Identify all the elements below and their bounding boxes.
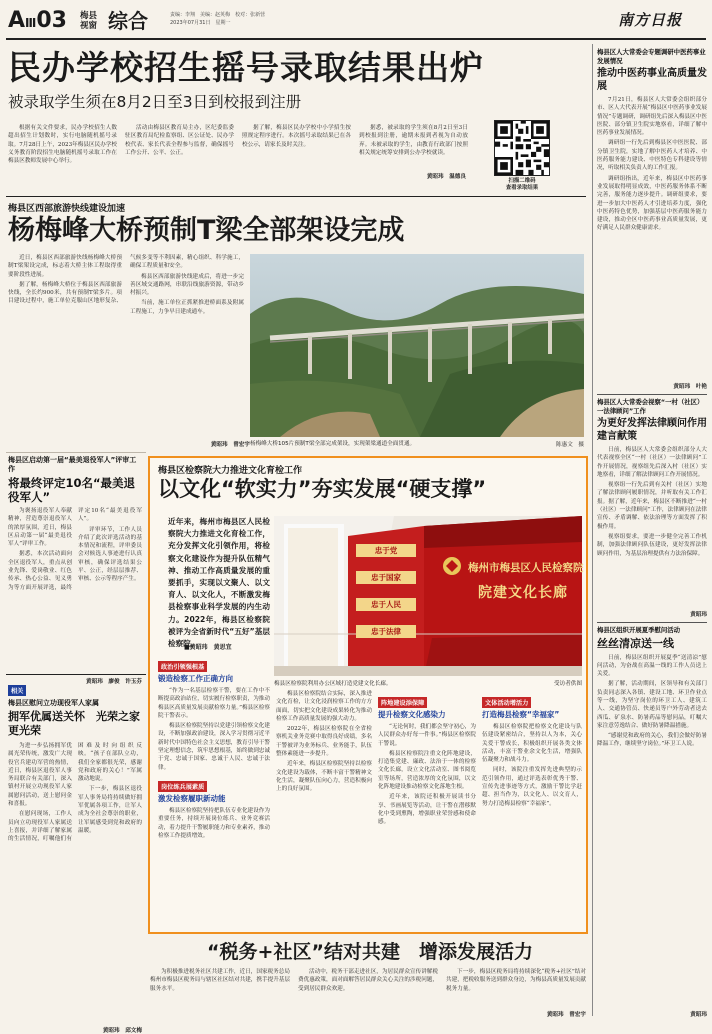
feature-photo-caption: 梅县区检察院利用办公区域打造党建文化长廊。 bbox=[274, 681, 392, 687]
feature-photo-wall: 忠于党 忠于国家 忠于人民 忠于法律 bbox=[356, 544, 416, 638]
bridge-photo bbox=[250, 254, 584, 437]
tax-title: “税务+社区”结对共建 增添发展活力 bbox=[207, 941, 533, 963]
divider bbox=[597, 622, 707, 623]
feature-kicker: 梅县区检察院大力推进文化育检工作 bbox=[158, 466, 303, 476]
lead-subtitle: 被录取学生须在8月2日至3日到校报到注册 bbox=[8, 93, 302, 111]
sidebar-story-1-byline: 黄昭玮 叶艳 bbox=[673, 384, 707, 390]
sidebar-story-3: 梅县区组织开展夏季慰问活动 丝丝清凉送一线 日前，梅县区组织开展夏季“送清凉”慰问活动，为奋战在高温一线的工作人员送上关爱。 据了解，活动期间，区领导和有关部门负责同志深入各镇、建设工地、环卫作业点等一线，为坚守岗位的环卫工人、建筑工人、交通协管员、快递员等户外劳动者送去西瓜、矿泉水、防暑药品等慰问品，叮嘱大家注意劳逸结合、做好防暑降温措施。 “感谢党和政府的关心，我们会做好防暑降温工作，继续坚守岗位。”环卫工人说。 bbox=[597, 626, 707, 748]
feature-col-2: 梅县区检察院结合实际，深入推进文化育检，让文化浸润检察工作的方方面面，切实把文化建设成果转化为推动检察工作高质量发展的强大动力。 2022年，梅县区检察院在全省检察机关业务竞赛中取得良好成绩，多名干警被评为业务标兵、业务能手，队伍整体素能进一步提升。 近年来，梅县区检察院坚持以检察文化建设为载体，不断丰富干警精神文化生活，凝聚队伍向心力，营造积极向上的良好氛围。 bbox=[276, 691, 372, 793]
sidebar-story-2-byline: 黄昭玮 bbox=[690, 612, 707, 618]
tax-body: 为积极推进税务社区共建工作，近日，国家税务总局梅州市梅县区税务局与辖区社区结对共建，携手提升基层服务水平。 活动中，税务干部走进社区，为居民群众宣传讲解税费优惠政策，面对面解答居民群众关心关注的涉税问题，受到居民群众欢迎。 下一步，梅县区税务局将持续深化“税务+社区”结对共建，把税收服务送到群众身边，为梅县高质量发展贡献税务力量。 bbox=[150, 969, 586, 992]
feature-intro-byline: ■黄昭玮 黄思宜 bbox=[184, 644, 232, 651]
lead-byline: 黄昭玮 温德良 bbox=[426, 174, 466, 180]
feature-box bbox=[148, 456, 588, 934]
tax-byline: 黄昭玮 曾宏宇 bbox=[546, 1012, 586, 1018]
masthead bbox=[0, 0, 712, 38]
feature-photo-sign2: 院建文化长廊 bbox=[478, 585, 568, 601]
sidebar-divider bbox=[592, 44, 593, 1016]
bridge-byline: 黄昭玮 曾宏宇 bbox=[210, 442, 250, 448]
page-number: AⅢ03 bbox=[8, 8, 67, 33]
lead-title: 民办学校招生摇号录取结果出炉 bbox=[8, 48, 484, 87]
veterans-kicker: 梅县区启动第一届“最美退役军人”评审工作 bbox=[8, 456, 137, 473]
divider bbox=[6, 674, 146, 675]
sidebar-story-3-byline: 黄昭玮 bbox=[690, 1012, 707, 1018]
divider bbox=[6, 452, 146, 453]
sidebar-story-2: 梅县区人大常委会视察“一村（社区）一法律顾问”工作 为更好发挥法律顾问作用建言献策 日前，梅县区人大常委会组织部分人大代表视察全区“一村（社区）一法律顾问”工作开展情况，视察组先后深入村（社区）实地察看，详细了解法律顾问工作开展情况。 视察组一行先后到有关村（社区）实地了解法律顾问履职情况，并听取有关工作汇报。据了解，近年来，梅县区不断推进“一村（社区）一法律顾问”工作，法律顾问在法律宣传、矛盾调解、依法治理等方面发挥了积极作用。 视察组要求，要进一步健全完善工作机制，加强法律顾问队伍建设，更好发挥法律顾问作用，为基层治理提供有力法治保障。 bbox=[597, 398, 707, 557]
bridge-title: 杨梅峰大桥预制T梁全部架设完成 bbox=[8, 215, 405, 246]
qr-label: 扫描二维码 查看录取结果 bbox=[505, 178, 539, 191]
veterans-story: 梅县区启动第一届“最美退役军人”评审工作 将最终评定10名“最美退役军人” 为褒扬退役军人奉献精神，营造尊崇退役军人的浓厚氛围，近日，梅县区启动第一届“最美退役军人”评审工作。 据悉，本次活动面向全区退役军人，重点从创业先锋、爱岗敬业、红色传承、热心公益、见义勇为等方面开展评选，最终评定10名“最美退役军人”。 评审环节，工作人员介绍了此次评选活动的基本情况和流程，评审委员会对候选人事迹进行认真审核，确保评选结果公平、公正，经层层推荐、审核、公示等程序产生。 黄昭玮 廖俊 许玉芬 bbox=[8, 456, 142, 685]
military-family-story: 相关 梅县区慰问立功现役军人家属 拥军优属送关怀 光荣之家更光荣 为进一步弘扬拥军优属光荣传统，激发广大现役官兵建功军营的热情，近日，梅县区退役军人事务局联合有关部门，深入镇村开展立功现役军人家属慰问活动，送上慰问金和喜报。 在慰问现场，工作人员向立功现役军人家属送上喜报，并详细了解家属的生活情况，叮嘱他们有困难及时向组织反映。“孩子在部队立功，我们全家都很光荣，感谢党和政府的关心！”军属激动地说。 下一步，梅县区退役军人事务局将持续做好拥军优属各项工作，让军人成为全社会尊崇的职业，让军属感受到党和政府的温暖。 黄昭玮 邱文梅 bbox=[8, 678, 142, 1016]
bridge-photo-caption: 杨梅峰大桥105片预制T梁全部完成架设，实现架梁通道全面贯通。 bbox=[250, 441, 416, 447]
masthead-meta: 责编：李翔 美编：赵英梅 校对：张新营 2023年07月31日 星期一 bbox=[170, 12, 266, 26]
feature-title: 以文化“软实力”夯实发展“硬支撑” bbox=[158, 477, 487, 501]
qr-code[interactable] bbox=[494, 120, 550, 176]
sidebar-story-1: 梅县区人大常委会专题调研中医药事业发展情况 推动中医药事业高质量发展 7月21日，梅县区人大常委会组织部分市、区人大代表开展“梅县区中医药事业发展情况”专题调研，调研组先后深入梅县区中医医院、部分镇卫生院实地察看，详细了解中医药事业发展情况。 调研组一行先后到梅县区中医医院、部分镇卫生院，实地了解中医药人才培养、中医药服务能力建设、中医特色专科建设等情况，听取相关负责人的工作汇报。 调研组指出，近年来，梅县区中医药事业发展取得明显成效，中医药服务体系不断完善，服务能力逐步提升。调研组要求，要进一步加大中医药人才引进培养力度，强化中医药特色优势，加强基层中医药服务能力建设，推动全区中医药事业高质量发展，更好满足人民群众健康需求。 bbox=[597, 48, 707, 232]
bridge-photo-credit: 陈惠文 摄 bbox=[556, 442, 584, 448]
feature-intro: 近年来，梅州市梅县区人民检察院大力推进文化育检工作，充分发挥文化引领作用，将检察文化建设作为提升队伍精气神、推动工作高质量发展的重要抓手，实现以文聚人、以文育人、以文化人，不断激发梅县检察事业科学发展的内生动力。2022年，梅县区检察院被评为全省新时代“五好”基层检察院。 bbox=[168, 517, 270, 649]
feature-col-1: 政治引领强根基 锻造检察工作正确方向 “作为一名基层检察干警，要在工作中不断提高政治站位，切实履行检察职责，为推动梅县区高质量发展贡献检察力量。”梅县区检察院干警表示。 梅县区检察院坚持以党建引领检察文化建设，不断加强政治建设，深入学习贯彻习近平新时代中国特色社会主义思想，教育引导干警坚定理想信念，筑牢思想根基，始终做到忠诚于党、忠诚于国家、忠诚于人民、忠诚于法律。 岗位练兵展素质 激发检察履职新动能 梅县区检察院坚持把队伍专业化建设作为重要任务，持续开展岗位练兵、业务竞赛活动，着力提升干警履职能力和专业素养，推动检察工作提质增效。 bbox=[158, 654, 270, 924]
section-name: 综合 bbox=[108, 9, 148, 33]
military-family-headline: 拥军优属送关怀 光荣之家更光荣 bbox=[8, 710, 140, 737]
qr-code-icon bbox=[495, 121, 549, 175]
military-family-title: 梅县区慰问立功现役军人家属 bbox=[8, 699, 99, 707]
divider bbox=[6, 196, 586, 197]
masthead-rule bbox=[6, 38, 706, 40]
feature-photo-sign: 梅州市梅县区人民检察院 bbox=[468, 562, 584, 574]
feature-col-3: 阵地建设添保障 提升检察文化感染力 “无论何时，我们都会坚守初心，为人民群众办好每一件事。”梅县区检察院干警说。 梅县区检察院注重文化阵地建设，打造集党建、廉政、法治于一体的检察文化长廊，设立文化活动室、图书阅览室等场所，营造浓厚的文化氛围，以文化阵地建设推动检察文化落地生根。 近年来，该院还积极开展读书分享、书画展览等活动，让干警在潜移默化中受到熏陶，增强职业荣誉感和使命感。 bbox=[378, 690, 476, 924]
veterans-byline: 黄昭玮 廖俊 许玉芬 bbox=[86, 679, 142, 685]
lead-body: 根据有关文件要求，民办学校招生人数超出招生计划数时，实行电脑随机摇号录取。7月28日上午，2023年梅县区民办学校义务教育阶段招生电脑随机摇号录取工作在梅县区教师发展中心举行。 活动由梅县区教育局主办，区纪委监委驻区教育局纪检监察组、区公证处、民办学校代表、家长代表全程参与监督，确保摇号工作公开、公平、公正。 据了解，梅县区民办学校中小学招生按照规定程序进行。本次摇号录取结果已在各校公示，请家长及时关注。 据悉，被录取的学生须在8月2日至3日到校报到注册，逾期未报到者视为自动放弃。未被录取的学生，由教育行政部门按照相关规定统筹安排到公办学校就读。 bbox=[8, 125, 468, 165]
feature-photo bbox=[274, 516, 582, 676]
paper-logo: 南方日报 bbox=[618, 11, 683, 29]
bridge-kicker: 梅县区西部旅游快线建设加速 bbox=[8, 204, 126, 214]
bridge-body: 近日，梅县区西部旅游快线杨梅峰大桥预制T梁架设完成，标志着大桥主体工程取得重要阶段性进展。 据了解，杨梅峰大桥位于梅县区西部旅游快线，全长约900米，共有预制T梁多片。项目建设过程中，施工单位克服山区地形复杂、气候多变等不利因素，精心组织、科学施工，确保工程质量和安全。 梅县区西部旅游快线建成后，将进一步完善区域交通路网，串联沿线旅游资源，带动乡村振兴。 当前，施工单位正抓紧推进桥面系及附属工程施工，力争早日建成通车。 bbox=[8, 255, 244, 315]
feature-photo-credit: 受访者供图 bbox=[554, 681, 582, 687]
divider bbox=[597, 394, 707, 395]
related-tag: 相关 bbox=[8, 685, 26, 696]
military-family-byline: 黄昭玮 邱文梅 bbox=[102, 1028, 142, 1034]
feature-col-4: 文体活动增活力 打造梅县检察“幸福家” 梅县区检察院把检察文化建设与队伍建设紧密结合，坚持以人为本，关心关爱干警成长，积极组织开展各类文体活动，丰富干警业余文化生活，增强队伍凝聚力和战斗力。 同时，该院注重发挥先进典型的示范引领作用，通过评选表彰优秀干警、宣传先进事迹等方式，激励干警比学赶超、担当作为，以文化人、以文育人，努力打造梅县检察“幸福家”。 bbox=[482, 690, 582, 924]
edition-name: 梅县 视窗 bbox=[80, 11, 98, 31]
veterans-title: 将最终评定10名“最美退役军人” bbox=[8, 476, 136, 504]
bridge-photo-scene bbox=[250, 254, 584, 437]
